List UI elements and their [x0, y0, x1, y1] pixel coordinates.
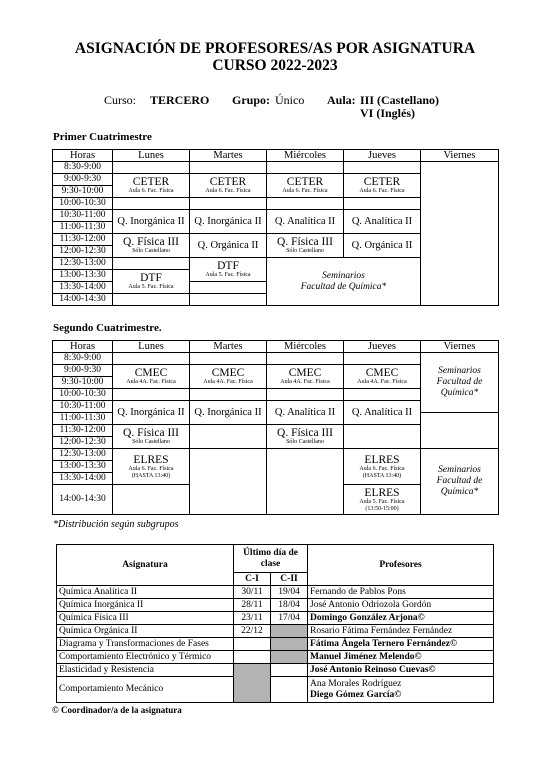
class-block: DTF Aula 5. Fac. Física: [113, 270, 190, 294]
class-block: Q. Física III Sólo Castellano: [113, 234, 190, 258]
class-block: Q. Analítica II: [267, 401, 344, 425]
class-block: Q. Analítica II: [344, 210, 421, 234]
professor-cell: Domingo González Arjona©: [308, 612, 494, 625]
date-c2: 17/04: [271, 612, 308, 625]
time-slot: 13:00-13:30: [53, 270, 113, 282]
subject-cell: Diagrama y Transformaciones de Fases: [57, 638, 234, 651]
col-lunes: Lunes: [113, 341, 190, 353]
distribution-note: *Distribución según subgrupos: [53, 519, 179, 530]
date-c2-shaded: [271, 638, 308, 651]
date-c1: 30/11: [234, 586, 271, 599]
class-block: Q. Inorgánica II: [190, 210, 267, 234]
time-slot: 9:30-10:00: [53, 377, 113, 389]
class-block: Q. Inorgánica II: [113, 401, 190, 425]
subject-cell: Elasticidad y Resistencia: [57, 664, 234, 677]
subject-cell: Química Física III: [57, 612, 234, 625]
seminar-block: Seminarios Facultad de Química*: [267, 258, 421, 306]
class-block: Q. Física III Sólo Castellano: [267, 234, 344, 258]
date-c2-shaded: [271, 625, 308, 638]
time-slot: 8:30-9:00: [53, 353, 113, 365]
professor-cell: José Antonio Odriozola Gordón: [308, 599, 494, 612]
date-c1: 22/12: [234, 625, 271, 638]
class-block: Q. Analítica II: [267, 210, 344, 234]
col-horas: Horas: [53, 341, 113, 353]
date-c2: 18/04: [271, 599, 308, 612]
time-slot: 9:00-9:30: [53, 365, 113, 377]
professors-table: [56, 544, 494, 703]
doc-title: ASIGNACIÓN DE PROFESORES/AS POR ASIGNATURA: [74, 40, 476, 57]
subject-cell: Comportamiento Mecánico: [57, 677, 234, 703]
class-block: CMEC Aula 4A. Fac. Física: [344, 365, 421, 389]
class-block: Q. Orgánica II: [190, 234, 267, 258]
date-c2-shaded: [271, 651, 308, 664]
seminar-block: Seminarios Facultad de Química*: [421, 353, 499, 413]
class-block: CETER Aula 6. Fac. Física: [190, 174, 267, 198]
aula-value-1: III (Castellano): [360, 93, 440, 107]
time-slot: 12:00-12:30: [53, 437, 113, 449]
col-martes: Martes: [190, 341, 267, 353]
header-profesores: Profesores: [308, 545, 494, 586]
time-slot: 10:30-11:00: [53, 401, 113, 413]
col-miercoles: Miércoles: [267, 150, 344, 162]
professor-cell: José Antonio Reinoso Cuevas©: [308, 664, 494, 677]
class-block: ELRES Aula 6. Fac. Física (HASTA 13:40): [113, 449, 190, 485]
schedule-first-term: [52, 149, 499, 306]
time-slot: 14:00-14:30: [53, 485, 113, 515]
time-slot: 11:00-11:30: [53, 413, 113, 425]
time-slot: 13:30-14:00: [53, 282, 113, 294]
class-block: ELRES Aula 6. Fac. Física (HASTA 13:40): [344, 449, 421, 485]
col-jueves: Jueves: [344, 341, 421, 353]
professor-cell: Fátima Ángela Ternero Fernández©: [308, 638, 494, 651]
time-slot: 10:00-10:30: [53, 389, 113, 401]
class-block: CMEC Aula 4A. Fac. Física: [190, 365, 267, 389]
col-viernes: Viernes: [421, 341, 499, 353]
time-slot: 9:00-9:30: [53, 174, 113, 186]
class-block: DTF Aula 5. Fac. Física: [190, 258, 267, 282]
time-slot: 9:30-10:00: [53, 186, 113, 198]
time-slot: 12:00-12:30: [53, 246, 113, 258]
col-jueves: Jueves: [344, 150, 421, 162]
aula-value-2: VI (Inglés): [360, 106, 416, 120]
time-slot: 12:30-13:00: [53, 449, 113, 461]
time-slot: 13:30-14:00: [53, 473, 113, 485]
subject-cell: Comportamiento Electrónico y Térmico: [57, 651, 234, 664]
class-block: CMEC Aula 4A. Fac. Física: [113, 365, 190, 389]
second-term-heading: Segundo Cuatrimestre.: [53, 322, 162, 334]
header-c2: C-II: [271, 573, 308, 586]
grupo-value: Único: [275, 93, 305, 107]
doc-subtitle: CURSO 2022-2023: [212, 57, 338, 74]
header-ultimo-dia: Último día de clase: [234, 545, 308, 573]
time-slot: 14:00-14:30: [53, 294, 113, 306]
subject-cell: Química Orgánica II: [57, 625, 234, 638]
class-block: CETER Aula 6. Fac. Física: [267, 174, 344, 198]
class-block: Q. Inorgánica II: [113, 210, 190, 234]
date-c1: 28/11: [234, 599, 271, 612]
time-slot: 11:00-11:30: [53, 222, 113, 234]
class-block: Q. Física III Sólo Castellano: [267, 425, 344, 449]
class-block: CMEC Aula 4A. Fac. Física: [267, 365, 344, 389]
first-term-heading: Primer Cuatrimestre: [53, 131, 152, 143]
class-block: Q. Física III Sólo Castellano: [113, 425, 190, 449]
curso-value: TERCERO: [150, 93, 210, 107]
time-slot: 8:30-9:00: [53, 162, 113, 174]
date-c1-shaded: [234, 664, 271, 703]
class-block: CETER Aula 6. Fac. Física: [113, 174, 190, 198]
col-viernes: Viernes: [421, 150, 499, 162]
class-block: ELRES Aula 5. Fac. Física (13:50-15:00): [344, 485, 421, 515]
col-lunes: Lunes: [113, 150, 190, 162]
class-block: CETER Aula 6. Fac. Física: [344, 174, 421, 198]
aula-label: Aula:: [327, 93, 356, 107]
class-block: Q. Inorgánica II: [190, 401, 267, 425]
professor-cell: Fernando de Pablos Pons: [308, 586, 494, 599]
curso-label: Curso:: [104, 93, 137, 107]
col-martes: Martes: [190, 150, 267, 162]
col-horas: Horas: [53, 150, 113, 162]
class-block: Q. Orgánica II: [344, 234, 421, 258]
time-slot: 13:00-13:30: [53, 461, 113, 473]
class-block: Q. Analítica II: [344, 401, 421, 425]
seminar-block: Seminarios Facultad de Química*: [421, 449, 499, 515]
header-asignatura: Asignatura: [57, 545, 234, 586]
coordinator-footnote: © Coordinador/a de la asignatura: [52, 705, 182, 715]
professor-cell: Ana Morales Rodríguez Diego Gómez García©: [308, 677, 494, 703]
grupo-label: Grupo:: [232, 93, 271, 107]
time-slot: 11:30-12:00: [53, 425, 113, 437]
header-c1: C-I: [234, 573, 271, 586]
professor-cell: Rosario Fátima Fernández Fernández: [308, 625, 494, 638]
subject-cell: Química Inorgánica II: [57, 599, 234, 612]
time-slot: 10:00-10:30: [53, 198, 113, 210]
date-c2: 19/04: [271, 586, 308, 599]
friday-empty: [421, 413, 499, 449]
professor-cell: Manuel Jiménez Melendo©: [308, 651, 494, 664]
date-c1: 23/11: [234, 612, 271, 625]
schedule-second-term: [52, 340, 499, 515]
friday-empty: [421, 162, 499, 306]
time-slot: 11:30-12:00: [53, 234, 113, 246]
time-slot: 10:30-11:00: [53, 210, 113, 222]
time-slot: 12:30-13:00: [53, 258, 113, 270]
subject-cell: Química Analítica II: [57, 586, 234, 599]
col-miercoles: Miércoles: [267, 341, 344, 353]
